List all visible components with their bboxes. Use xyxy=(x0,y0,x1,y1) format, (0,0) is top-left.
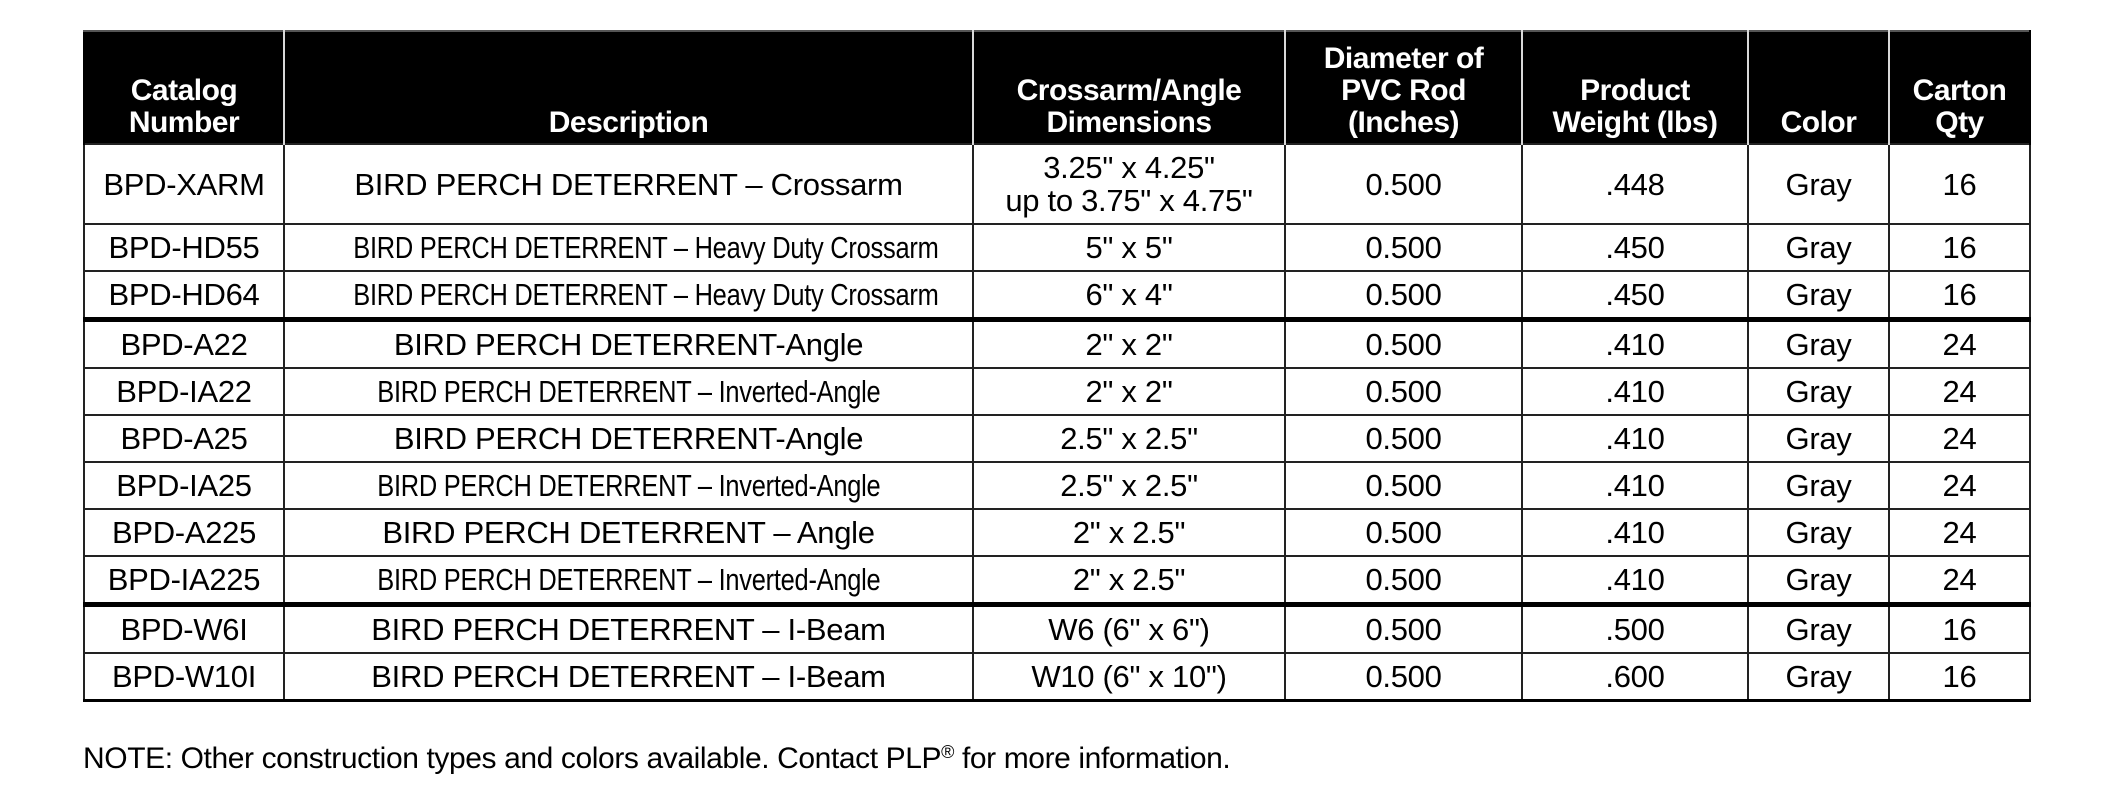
color: Gray xyxy=(1748,144,1889,224)
header-dimensions: Crossarm/Angle Dimensions xyxy=(973,31,1285,144)
header-color: Color xyxy=(1748,31,1889,144)
table-row xyxy=(84,415,2030,462)
color: Gray xyxy=(1748,271,1889,320)
color: Gray xyxy=(1748,462,1889,509)
weight: .410 xyxy=(1522,509,1748,556)
description: BIRD PERCH DETERRENT – Heavy Duty Crossarm xyxy=(284,224,973,271)
description: BIRD PERCH DETERRENT – Inverted-Angle xyxy=(284,368,973,415)
header-weight: Product Weight (lbs) xyxy=(1522,31,1748,144)
description: BIRD PERCH DETERRENT – I-Beam xyxy=(284,605,973,654)
dimensions: 2" x 2" xyxy=(973,368,1285,415)
carton-qty: 24 xyxy=(1889,509,2030,556)
table-row xyxy=(84,144,2030,224)
table-row xyxy=(84,320,2030,369)
dimensions: 2.5" x 2.5" xyxy=(973,415,1285,462)
carton-qty: 24 xyxy=(1889,462,2030,509)
color: Gray xyxy=(1748,556,1889,605)
weight: .410 xyxy=(1522,320,1748,369)
carton-qty: 24 xyxy=(1889,556,2030,605)
description: BIRD PERCH DETERRENT – Crossarm xyxy=(284,144,973,224)
table-row xyxy=(84,556,2030,605)
table-row xyxy=(84,509,2030,556)
weight: .600 xyxy=(1522,653,1748,701)
weight: .448 xyxy=(1522,144,1748,224)
footnote xyxy=(83,741,1230,777)
carton-qty: 16 xyxy=(1889,271,2030,320)
weight: .410 xyxy=(1522,462,1748,509)
color: Gray xyxy=(1748,509,1889,556)
catalog-number: BPD-HD64 xyxy=(84,271,284,320)
table-row xyxy=(84,368,2030,415)
description: BIRD PERCH DETERRENT – Heavy Duty Crossarm xyxy=(284,271,973,320)
description: BIRD PERCH DETERRENT-Angle xyxy=(284,320,973,369)
catalog-number: BPD-W6I xyxy=(84,605,284,654)
catalog-number: BPD-IA225 xyxy=(84,556,284,605)
weight: .410 xyxy=(1522,415,1748,462)
diameter: 0.500 xyxy=(1285,368,1522,415)
catalog-number: BPD-A25 xyxy=(84,415,284,462)
diameter: 0.500 xyxy=(1285,556,1522,605)
catalog-number: BPD-IA25 xyxy=(84,462,284,509)
header-description: Description xyxy=(284,31,973,144)
description: BIRD PERCH DETERRENT – Inverted-Angle xyxy=(284,462,973,509)
weight: .500 xyxy=(1522,605,1748,654)
color: Gray xyxy=(1748,415,1889,462)
carton-qty: 16 xyxy=(1889,605,2030,654)
header-carton-qty: Carton Qty xyxy=(1889,31,2030,144)
carton-qty: 16 xyxy=(1889,224,2030,271)
weight: .410 xyxy=(1522,556,1748,605)
color: Gray xyxy=(1748,368,1889,415)
diameter: 0.500 xyxy=(1285,224,1522,271)
diameter: 0.500 xyxy=(1285,653,1522,701)
description: BIRD PERCH DETERRENT – Angle xyxy=(284,509,973,556)
weight: .450 xyxy=(1522,271,1748,320)
weight: .450 xyxy=(1522,224,1748,271)
diameter: 0.500 xyxy=(1285,509,1522,556)
color: Gray xyxy=(1748,653,1889,701)
table-row xyxy=(84,605,2030,654)
table-row xyxy=(84,224,2030,271)
table-row xyxy=(84,653,2030,701)
diameter: 0.500 xyxy=(1285,144,1522,224)
dimensions: 2" x 2.5" xyxy=(973,556,1285,605)
dimensions: 3.25" x 4.25" up to 3.75" x 4.75" xyxy=(973,144,1285,224)
header-catalog-number: Catalog Number xyxy=(84,31,284,144)
footnote-text: NOTE: Other construction types and colors available. Contact PLP xyxy=(83,742,942,775)
color: Gray xyxy=(1748,224,1889,271)
description: BIRD PERCH DETERRENT – Inverted-Angle xyxy=(284,556,973,605)
description: BIRD PERCH DETERRENT-Angle xyxy=(284,415,973,462)
carton-qty: 16 xyxy=(1889,144,2030,224)
table-row xyxy=(84,271,2030,320)
color: Gray xyxy=(1748,605,1889,654)
dimensions: 6" x 4" xyxy=(973,271,1285,320)
header-row xyxy=(84,31,2030,144)
product-spec-table xyxy=(83,30,2031,702)
catalog-number: BPD-XARM xyxy=(84,144,284,224)
footnote-text-end: for more information. xyxy=(954,742,1231,775)
carton-qty: 24 xyxy=(1889,415,2030,462)
dimensions: W6 (6" x 6") xyxy=(973,605,1285,654)
diameter: 0.500 xyxy=(1285,271,1522,320)
weight: .410 xyxy=(1522,368,1748,415)
diameter: 0.500 xyxy=(1285,462,1522,509)
catalog-number: BPD-A22 xyxy=(84,320,284,369)
carton-qty: 24 xyxy=(1889,320,2030,369)
diameter: 0.500 xyxy=(1285,605,1522,654)
registered-trademark-symbol: ® xyxy=(941,742,955,762)
carton-qty: 24 xyxy=(1889,368,2030,415)
dimensions: W10 (6" x 10") xyxy=(973,653,1285,701)
description: BIRD PERCH DETERRENT – I-Beam xyxy=(284,653,973,701)
header-diameter: Diameter of PVC Rod (Inches) xyxy=(1285,31,1522,144)
diameter: 0.500 xyxy=(1285,415,1522,462)
color: Gray xyxy=(1748,320,1889,369)
dimensions: 2" x 2" xyxy=(973,320,1285,369)
dimensions: 2" x 2.5" xyxy=(973,509,1285,556)
diameter: 0.500 xyxy=(1285,320,1522,369)
carton-qty: 16 xyxy=(1889,653,2030,701)
dimensions: 2.5" x 2.5" xyxy=(973,462,1285,509)
catalog-number: BPD-IA22 xyxy=(84,368,284,415)
dimensions: 5" x 5" xyxy=(973,224,1285,271)
catalog-number: BPD-HD55 xyxy=(84,224,284,271)
catalog-number: BPD-A225 xyxy=(84,509,284,556)
table-row xyxy=(84,462,2030,509)
catalog-number: BPD-W10I xyxy=(84,653,284,701)
